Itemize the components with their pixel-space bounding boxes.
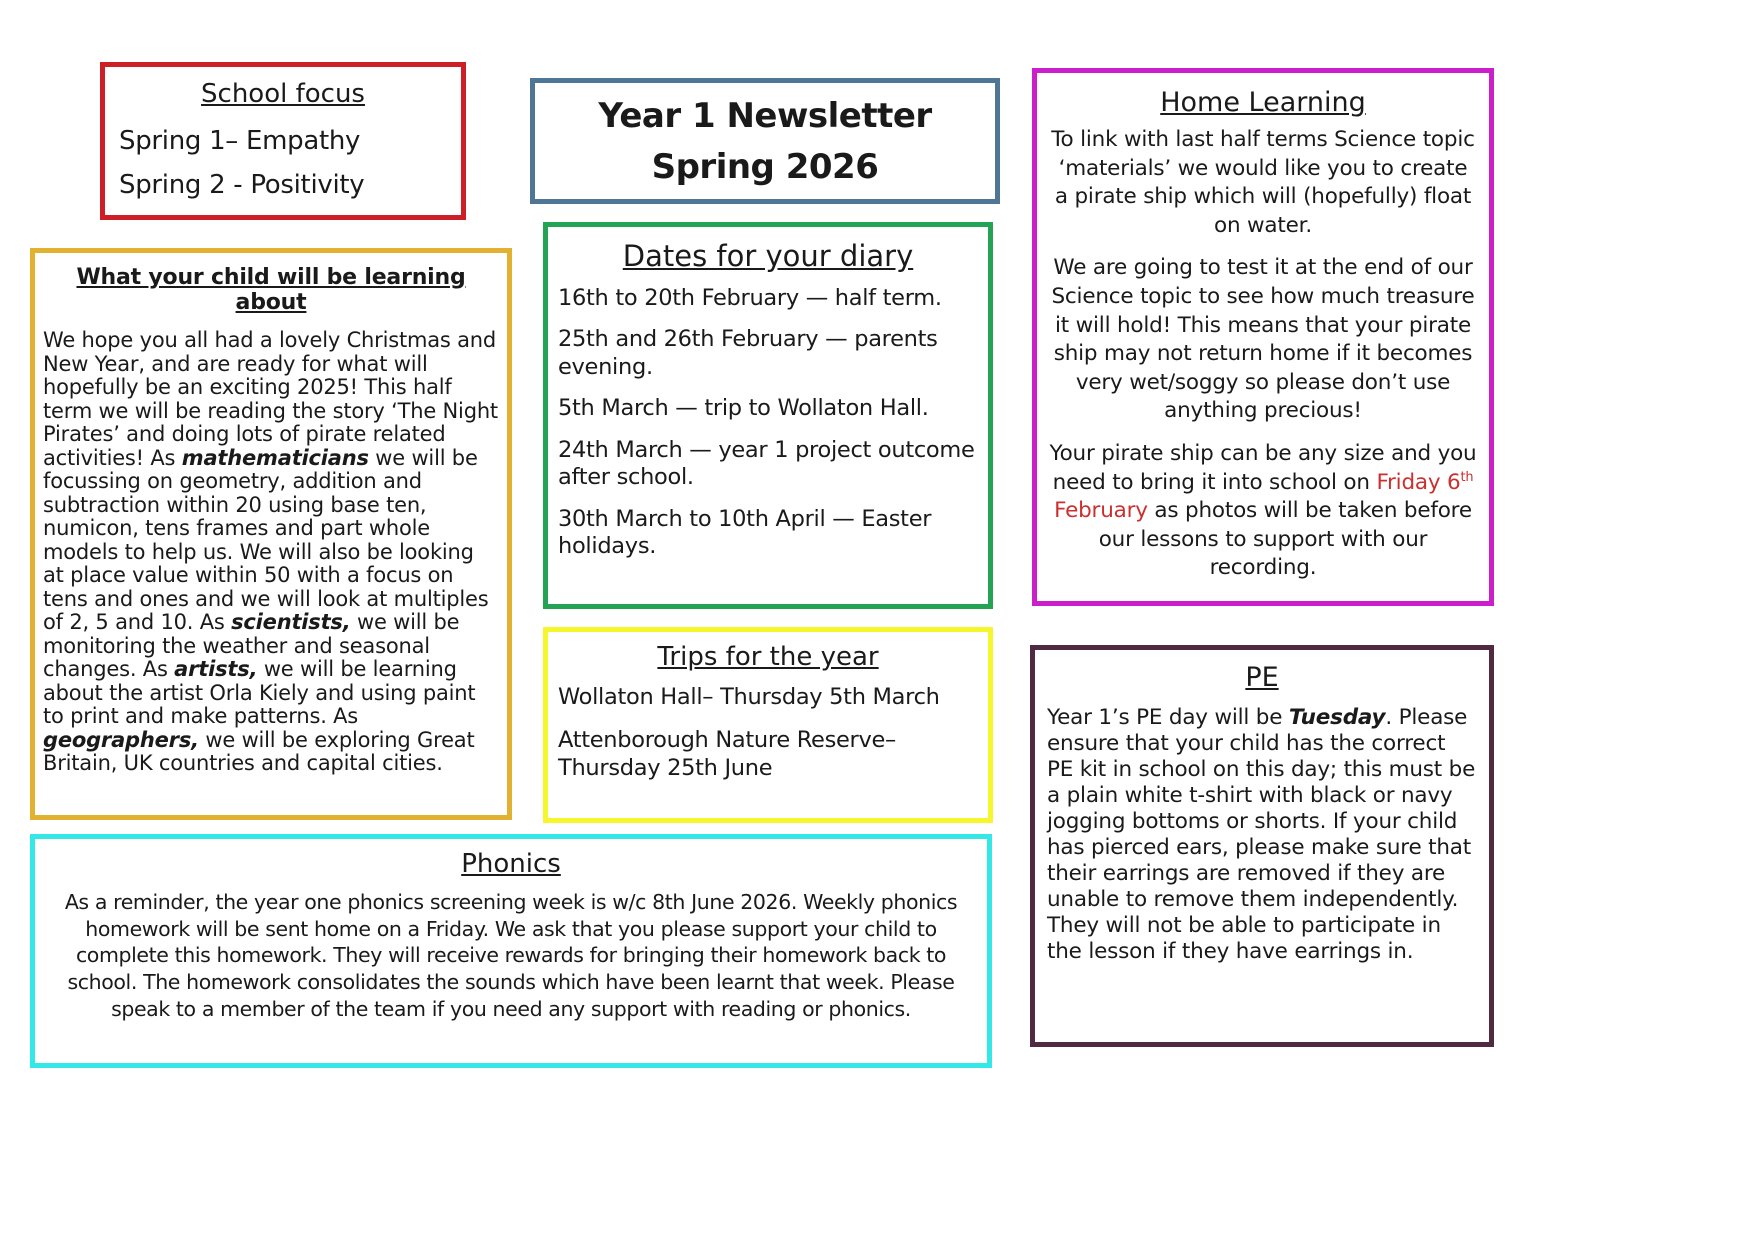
date-item-project-outcome: 24th March — year 1 project outcome after school. — [558, 436, 975, 491]
pe-seg1: Year 1’s PE day will be — [1047, 705, 1289, 730]
home-learning-para2: We are going to test it at the end of our Science topic to see how much treasure it will hold! This means that your pirate ship may not return home if it becomes very wet/soggy so please don’t use anything precious! — [1051, 255, 1475, 424]
trip-item-wollaton: Wollaton Hall– Thursday 5th March — [558, 684, 940, 710]
learning-about-body — [43, 329, 499, 776]
trip-item-attenborough: Attenborough Nature Reserve– Thursday 25th June — [558, 727, 897, 781]
pe-box — [1030, 645, 1494, 1047]
red-date-main: Friday 6 — [1376, 469, 1461, 495]
learning-about-title: What your child will be learning about — [76, 265, 466, 315]
dates-title: Dates for your diary — [622, 239, 914, 273]
school-focus-item-spring2: Spring 2 - Positivity — [119, 170, 365, 201]
school-focus-box — [100, 62, 466, 220]
pe-body — [1047, 705, 1477, 965]
learning-about-seg1: We hope you all had a lovely Christmas and New Year, and are ready for what will hopefully be an exciting 2025! This half term we will be reading the story ‘The Night Pirates’ and doing lots of pirate related activities! As — [43, 328, 498, 470]
home-learning-body — [1049, 126, 1477, 583]
learning-about-seg3: we will be monitoring the weather and seasonal changes. As — [43, 610, 460, 682]
newsletter-title-line2: Spring 2026 — [651, 147, 879, 187]
home-learning-para3-after: as photos will be taken before our lessons to support with our recording. — [1098, 498, 1472, 581]
learning-about-seg5: we will be exploring Great Britain, UK countries and capital cities. — [43, 727, 475, 776]
newsletter-title-line1: Year 1 Newsletter — [598, 96, 932, 136]
pe-bold-tuesday: Tuesday — [1288, 705, 1386, 730]
school-focus-item-spring1: Spring 1– Empathy — [119, 126, 361, 156]
date-item-parents-evening: 25th and 26th February — parents evening. — [558, 326, 938, 380]
pe-seg2: . Please ensure that your child has the correct PE kit in school on this day; this must be a plain white t-shirt with black or navy jogging bottoms or shorts. If your child has pierced ears, please make sure that their earrings are removed if they are unable to remove them independently. They will not be able to participate in the lesson if they have earrings in. — [1047, 705, 1476, 964]
home-learning-title: Home Learning — [1160, 87, 1366, 118]
home-learning-para3-before: Your pirate ship can be any size and you need to bring it into school on — [1049, 440, 1477, 495]
phonics-box — [30, 834, 992, 1068]
red-date-month: February — [1054, 498, 1148, 524]
school-focus-title: School focus — [201, 79, 365, 109]
learning-about-seg2: we will be focussing on geometry, addition and subtraction within 20 using base ten, numicon, tens frames and part whole models to help us. We will also be looking at place value within 50 with a focus on tens and ones and we will look at multiples of 2, 5 and 10. As — [43, 445, 489, 635]
date-item-wollaton-trip: 5th March — trip to Wollaton Hall. — [558, 395, 929, 422]
red-date-ordinal: th — [1460, 469, 1474, 485]
home-learning-box — [1032, 68, 1494, 606]
learning-about-bold-scientists: scientists, — [231, 610, 351, 635]
dates-box — [543, 222, 993, 609]
home-learning-para3 — [1049, 440, 1477, 583]
phonics-title: Phonics — [461, 849, 561, 879]
learning-about-box — [30, 248, 512, 820]
learning-about-seg4: we will be learning about the artist Orla Kiely and using paint to print and make patterns. As — [43, 657, 476, 729]
newsletter-title-box — [530, 78, 1000, 204]
learning-about-bold-mathematicians: mathematicians — [181, 445, 369, 470]
trips-box — [543, 627, 993, 823]
learning-about-bold-geographers: geographers, — [43, 727, 199, 752]
date-item-half-term: 16th to 20th February — half term. — [558, 285, 942, 311]
phonics-body: As a reminder, the year one phonics screening week is w/c 8th June 2026. Weekly phonics homework will be sent home on a Friday. We ask that you please support your child to complete this homework. They will receive rewards for bringing their homework back to school. The homework consolidates the sounds which have been learnt that week. Please speak to a member of the team if you need any support with reading or phonics. — [64, 890, 958, 1021]
learning-about-bold-artists: artists, — [174, 657, 258, 682]
pe-title: PE — [1245, 662, 1279, 693]
trips-title: Trips for the year — [657, 642, 879, 672]
date-item-easter-holidays: 30th March to 10th April — Easter holidays. — [558, 505, 932, 560]
home-learning-para1: To link with last half terms Science topic ‘materials’ we would like you to create a pirate ship which will (hopefully) float on water. — [1051, 127, 1475, 238]
